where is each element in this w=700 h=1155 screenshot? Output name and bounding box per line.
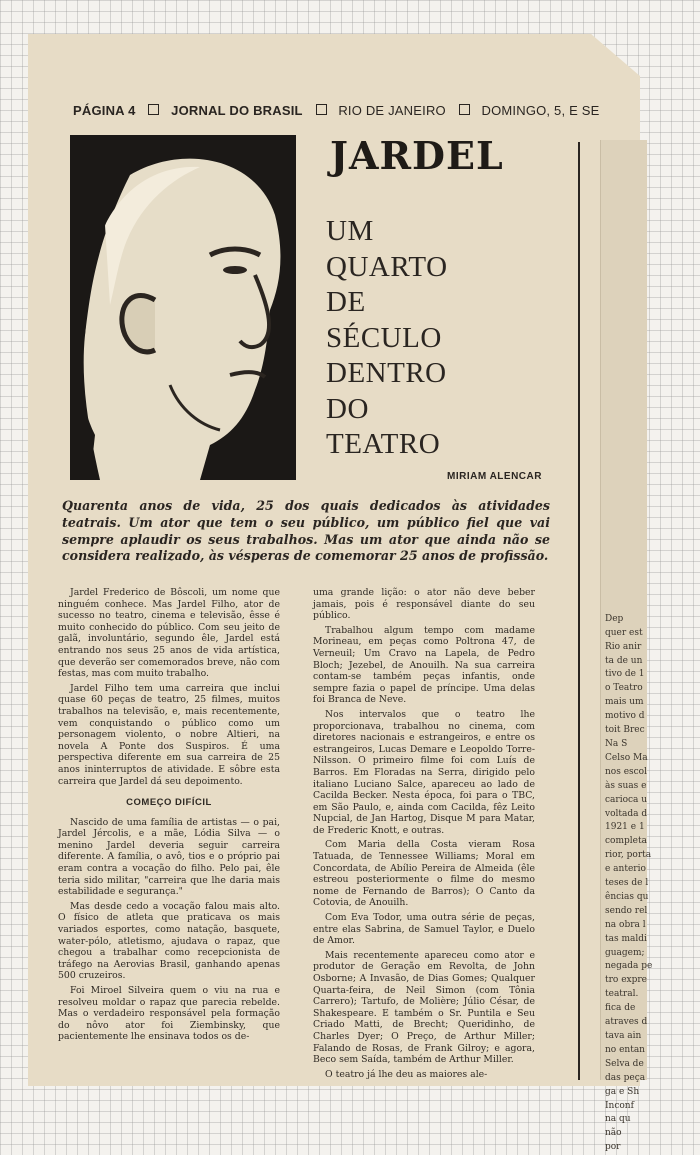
page-header — [73, 103, 613, 125]
paragraph: uma grande lição: o ator não deve beber jamais, pois é responsável diante do seu público. — [313, 587, 535, 622]
side-fragment-line: Dep — [605, 613, 624, 624]
side-fragment-line — [605, 474, 647, 488]
side-fragment-line: por — [605, 1142, 621, 1153]
side-fragment-line: nos escol — [605, 766, 647, 777]
side-fragment-line: quer est — [605, 627, 643, 638]
section-heading: COMEÇO DIFÍCIL — [126, 797, 212, 809]
side-fragment-line: 1921 e 1 — [605, 822, 645, 833]
side-fragment-line — [605, 571, 647, 585]
portrait-illustration — [70, 135, 296, 480]
newspaper-name: JORNAL DO BRASIL — [171, 103, 303, 118]
side-fragment-line — [605, 154, 647, 168]
side-fragment-line: tro expre — [605, 975, 647, 986]
side-fragment-line: fica de — [605, 1003, 636, 1014]
side-fragment-line: Inconf — [605, 1100, 634, 1111]
separator-box-icon — [148, 104, 159, 115]
side-fragment-line: não — [605, 1128, 622, 1139]
side-fragment-line: motivo d — [605, 711, 645, 722]
side-fragment-line — [605, 585, 647, 599]
subtitle-line: DENTRO — [326, 357, 447, 389]
side-fragment-line — [605, 265, 647, 279]
side-fragment-line — [605, 432, 647, 446]
article-column-2 — [313, 587, 535, 1083]
side-fragment-line: Na S — [605, 738, 628, 749]
side-fragment-line — [605, 223, 647, 237]
article-subtitle — [326, 214, 566, 463]
side-fragment-line — [605, 502, 647, 516]
side-fragment-line — [605, 418, 647, 432]
separator-box-icon — [459, 104, 470, 115]
side-fragment-line: Rio anir — [605, 641, 642, 652]
article-lead: Quarenta anos de vida, 25 dos quais dedicados às atividades teatrais. Um ator que tem o seu público, um público fiel que vai sempre aplaudir os seus trabalhos. Mas um ator que ainda não se considera realizado, às vésperas de comemorar 25 anos de profissão. — [62, 498, 550, 564]
subtitle-line: QUARTO — [326, 250, 448, 283]
side-fragment-line: guagem; — [605, 947, 645, 958]
side-fragment-line — [605, 376, 647, 390]
side-fragment-line — [605, 293, 647, 307]
side-fragment-line: atraves d — [605, 1017, 648, 1028]
side-fragment-line — [605, 237, 647, 251]
paragraph: Trabalhou algum tempo com madame Morineau, em peças como Poltrona 47, de Verneuil; Um Cravo na Lapela, de Pedro Bloch; Jezebel, de Anouilh. Na sua carreira contam-se também peças infantis, onde sempre fazia o papel de príncipe. Uma delas foi Branca de Neve. — [313, 624, 535, 706]
side-fragment-line: teatral. — [605, 989, 639, 1000]
side-fragment-line: tivo de 1 — [605, 669, 645, 680]
side-fragment-line: ências qu — [605, 891, 649, 902]
side-fragment-line: sendo rel — [605, 905, 648, 916]
side-fragment-line: voltada d — [605, 808, 648, 819]
side-fragment-line — [605, 279, 647, 293]
paragraph: Foi Miroel Silveira quem o viu na rua e resolveu moldar o rapaz que parecia rebelde. Mas o verdadeiro responsável pela formação do nôvo ator foi Ziembinsky, que pacientemente lhe ensinava todos os de- — [58, 985, 280, 1043]
paragraph: Mas desde cedo a vocação falou mais alto. O físico de atleta que praticava os mais variados esportes, como natação, basquete, water-pólo, atletismo, ajudava o rapaz, que chegou a trabalhar como recepcionista de tráfego na Aerovias Brasil, ganhando apenas 500 cruzeiros. — [58, 900, 280, 982]
page-number: PÁGINA 4 — [73, 103, 136, 118]
side-fragment-line — [605, 515, 647, 529]
side-fragment-line: negada pe — [605, 961, 653, 972]
side-fragment-line: na qu — [605, 1114, 631, 1125]
subtitle-line: DE — [326, 286, 366, 318]
subtitle-line: UM — [326, 215, 374, 247]
side-fragment-line: ta de un — [605, 655, 643, 666]
paragraph: Com Eva Todor, uma outra série de peças, entre elas Sabrina, de Samuel Taylor, e Duelo de Amor. — [313, 912, 535, 947]
paragraph: Com Maria della Costa vieram Rosa Tatuada, de Tennessee Williams; Moral em Concordata, de Abílio Pereira de Almeida (êle estreou posteriormente o filme do mesmo nome de Fernando de Barros); O Canto da Cotovia, de Anouilh. — [313, 839, 535, 909]
side-fragment-line: Celso Ma — [605, 752, 648, 763]
side-fragment-line — [605, 349, 647, 363]
subtitle-line: TEATRO — [326, 428, 441, 460]
side-fragment-line: tas maldi — [605, 933, 647, 944]
side-fragment-line — [605, 404, 647, 418]
side-fragment-line: ga e Sh — [605, 1086, 640, 1097]
side-fragment-line: às suas e — [605, 780, 647, 791]
adjacent-column-strip — [600, 140, 653, 1153]
article-column-1 — [58, 587, 280, 1046]
side-fragment-line — [605, 363, 647, 377]
separator-box-icon — [316, 104, 327, 115]
side-fragment-line — [605, 557, 647, 571]
side-fragment-line: tava ain — [605, 1031, 642, 1041]
city-name: RIO DE JANEIRO — [338, 103, 446, 118]
side-fragment-line — [605, 446, 647, 460]
portrait-photo — [70, 135, 296, 480]
side-fragment-line: toit Brec — [605, 725, 645, 736]
column-rule — [578, 142, 580, 1080]
subtitle-line: DO — [326, 392, 369, 425]
side-fragment-line: no entan — [605, 1044, 645, 1055]
side-fragment-line: completa — [605, 836, 647, 847]
side-fragment-line: e anterio — [605, 864, 646, 875]
side-fragment-line: Selva de — [605, 1058, 644, 1069]
side-fragment-line: o Teatro — [605, 683, 643, 694]
side-fragment-line — [605, 321, 647, 335]
side-fragment-line — [605, 196, 647, 210]
side-fragment-line — [605, 140, 647, 154]
publication-date: DOMINGO, 5, E SE — [481, 103, 600, 118]
side-fragment-line: na obra l — [605, 919, 646, 930]
side-fragment-line — [605, 529, 647, 543]
paragraph: O teatro já lhe deu as maiores ale- — [325, 1068, 488, 1080]
side-fragment-line — [605, 599, 647, 613]
paragraph: Jardel Frederico de Bôscoli, um nome que ninguém conhece. Mas Jardel Filho, ator de sucesso no teatro, cinema e televisão, êsse é muito conhecido do público. Com seu jeito de galã, involuntário, segundo êle, Jardel está entrando nos seus 25 anos de vida artística, que deverão ser comemorados breve, não com festas, mas com muito trabalho. — [58, 587, 280, 680]
paragraph: Mais recentemente apareceu como ator e produtor de Geração em Revolta, de John Osborne; A Invasão, de Dias Gomes; Qualquer Quarta-feira, de Neil Simon (com Tônia Carrero); Tartufo, de Molière; Júlio César, de Shakespeare. E também o Sr. Puntila e Seu Criado Matti, de Brecht; Queridinho, de Charles Dyer; O Preço, de Arthur Miller; Falando de Rosas, de Frank Gilroy; e agora, Beco sem Saída, também de Arthur Miller. — [313, 949, 535, 1066]
side-fragment-line — [605, 210, 647, 224]
side-fragment-line: teses de l — [605, 878, 649, 889]
side-fragment-line — [605, 251, 647, 265]
side-fragment-line: carioca u — [605, 794, 648, 805]
side-fragment-line — [605, 168, 647, 182]
side-fragment-line — [605, 182, 647, 196]
subtitle-line: SÉCULO — [326, 321, 442, 354]
paragraph: Nos intervalos que o teatro lhe proporcionava, trabalhou no cinema, com diretores nacionais e estrangeiros, e entre os estrangeiros, Lucas Demare e Leopoldo Torre-Nilsson. O primeiro filme foi com Luís de Barros. Em Floradas na Serra, dirigido pelo italiano Luciano Salce, apareceu ao lado de Cacilda Becker. Nesta época, foi para o TBC, em São Paulo, e, ainda com Cacilda, fêz Leito Nupcial, de Jan Hartog, Disque M para Matar, de Frederic Knott, e outras. — [313, 708, 535, 836]
paragraph: Nascido de uma família de artistas — o pai, Jardel Jércolis, e a mãe, Lódia Silva — o menino Jardel deveria seguir carreira diferente. A família, o avô, tios e o próprio pai eram contra a vocação do filho. Pelo pai, êle teria sido militar, "carreira que lhe daria mais estabilidade e segurança." — [58, 816, 280, 898]
side-fragment-line — [605, 460, 647, 474]
side-fragment-line: rior, porta — [605, 850, 652, 861]
side-fragment-line — [605, 543, 647, 557]
side-column-fragments — [601, 140, 653, 1155]
side-fragment-line — [605, 307, 647, 321]
article-title: JARDEL — [330, 133, 504, 178]
side-fragment-line — [605, 335, 647, 349]
paragraph: Jardel Filho tem uma carreira que inclui quase 60 peças de teatro, 25 filmes, muitos trabalhos na televisão, e, mais recentemente, vem conquistando o público como um personagem violento, o nobre Altieri, na novela A Ponte dos Suspiros. É uma perspectiva diferente em sua carreira de 25 anos ininterruptos de atividade. E sôbre esta carreira que Jardel dá seu depoimento. — [58, 682, 280, 787]
side-fragment-line — [605, 390, 647, 404]
side-fragment-line: mais um — [605, 697, 644, 708]
side-fragment-line — [605, 488, 647, 502]
byline: MIRIAM ALENCAR — [447, 471, 542, 482]
side-fragment-line: das peça — [605, 1072, 646, 1083]
